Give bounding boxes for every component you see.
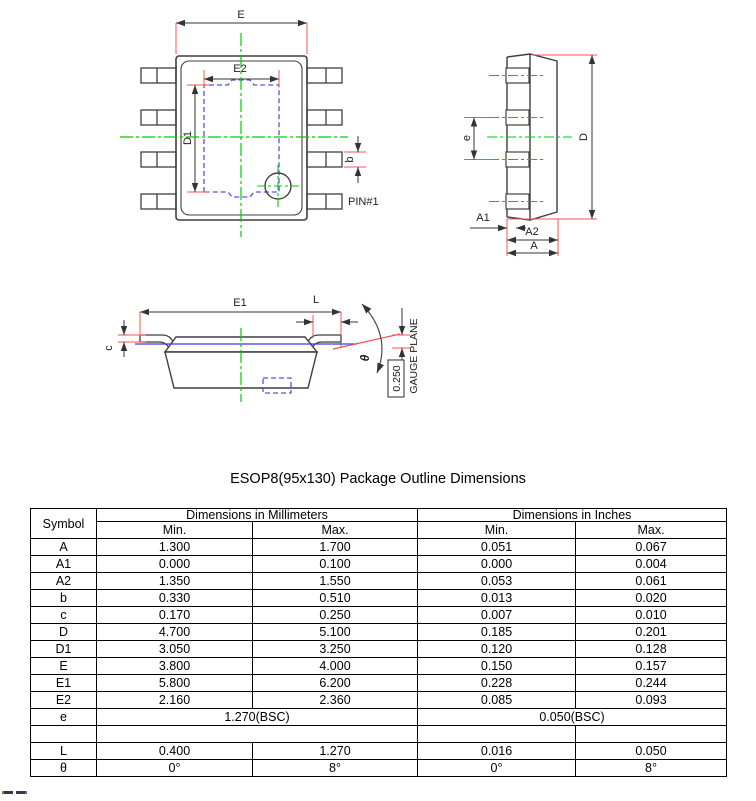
dim-cell: 8°: [576, 760, 727, 777]
dimensions-table: [30, 508, 727, 777]
leads-left: [141, 68, 176, 209]
dim-cell: 0.000: [418, 556, 576, 573]
dim-cell: 0°: [97, 760, 253, 777]
dim-label-e: e: [461, 134, 473, 142]
dim-cell: 1.550: [253, 573, 418, 590]
dim-cell: 2.160: [97, 692, 253, 709]
symbol-cell: D: [31, 624, 97, 641]
dim-cell: 0.330: [97, 590, 253, 607]
table-row: [31, 607, 727, 624]
dim-cell: 0.016: [418, 743, 576, 760]
edge-dash: [16, 791, 27, 794]
dim-cell: 0.157: [576, 658, 727, 675]
dim-cell: 0.020: [576, 590, 727, 607]
dim-cell: 0.061: [576, 573, 727, 590]
table-row: [31, 539, 727, 556]
symbol-cell: L: [31, 743, 97, 760]
dim-cell: [418, 726, 576, 743]
table-row: [31, 743, 727, 760]
dim-cell: 0.000: [97, 556, 253, 573]
col-header-in-min: Min.: [418, 522, 576, 539]
dim-cell: 0.050: [576, 743, 727, 760]
table-row: [31, 760, 727, 777]
dim-cell: 0.013: [418, 590, 576, 607]
dim-cell: 1.350: [97, 573, 253, 590]
dim-cell: 0.250: [253, 607, 418, 624]
symbol-cell: θ: [31, 760, 97, 777]
side-view: [461, 54, 597, 256]
dim-cell: 0.007: [418, 607, 576, 624]
table-row: [31, 641, 727, 658]
dim-label-D: D: [578, 133, 590, 141]
dim-cell: 1.300: [97, 539, 253, 556]
dim-label-E1: E1: [233, 297, 247, 309]
dim-label-L: L: [312, 294, 320, 306]
dim-cell: 0.120: [418, 641, 576, 658]
pin1-label: PIN#1: [348, 196, 379, 208]
table-row: [31, 658, 727, 675]
col-header-inches: Dimensions in Inches: [418, 509, 727, 522]
dim-cell: 0.128: [576, 641, 727, 658]
dim-cell: 0.051: [418, 539, 576, 556]
symbol-cell: A2: [31, 573, 97, 590]
dim-cell: 0.510: [253, 590, 418, 607]
dim-cell: 0.400: [97, 743, 253, 760]
edge-dash: [2, 791, 13, 794]
dim-cell: 0.228: [418, 675, 576, 692]
front-view: [103, 294, 420, 402]
dim-cell: 8°: [253, 760, 418, 777]
dim-cell: 0.067: [576, 539, 727, 556]
symbol-cell: E1: [31, 675, 97, 692]
table-row: [31, 675, 727, 692]
table-row: [31, 624, 727, 641]
dim-cell-mm-bsc: 1.270(BSC): [97, 709, 418, 726]
dim-label-A1: A1: [476, 212, 490, 224]
dim-cell-in-bsc: 0.050(BSC): [418, 709, 727, 726]
symbol-cell: E: [31, 658, 97, 675]
dim-cell: 5.800: [97, 675, 253, 692]
page-title: ESOP8(95x130) Package Outline Dimensions: [230, 471, 526, 487]
dim-cell: 0°: [418, 760, 576, 777]
symbol-cell: D1: [31, 641, 97, 658]
side-view-leads: [506, 68, 529, 209]
col-header-mm-max: Max.: [253, 522, 418, 539]
symbol-cell: e: [31, 709, 97, 726]
col-header-symbol: Symbol: [31, 509, 97, 539]
symbol-cell: E2: [31, 692, 97, 709]
dim-cell: [97, 726, 418, 743]
symbol-cell: c: [31, 607, 97, 624]
dim-cell: 5.100: [253, 624, 418, 641]
dim-label-c: c: [103, 345, 115, 351]
dim-cell: 3.800: [97, 658, 253, 675]
symbol-cell: [31, 726, 97, 743]
table-row-spacer: [31, 726, 727, 743]
symbol-cell: b: [31, 590, 97, 607]
dim-label-E2: E2: [233, 63, 247, 75]
dim-cell: 4.000: [253, 658, 418, 675]
table-row-e-bsc: [31, 709, 727, 726]
dim-label-D1: D1: [182, 130, 194, 146]
dim-cell: 6.200: [253, 675, 418, 692]
dim-label-theta: θ: [358, 354, 372, 362]
symbol-cell: A1: [31, 556, 97, 573]
dim-cell: 0.053: [418, 573, 576, 590]
dim-cell: 0.093: [576, 692, 727, 709]
gauge-plane-label: GAUGE PLANE: [408, 318, 420, 394]
dim-cell: 4.700: [97, 624, 253, 641]
table-row: [31, 573, 727, 590]
dim-cell: 0.185: [418, 624, 576, 641]
col-header-mm: Dimensions in Millimeters: [97, 509, 418, 522]
symbol-cell: A: [31, 539, 97, 556]
top-view: [120, 9, 379, 237]
gauge-offset-value: 0.250: [391, 365, 403, 392]
table-row: [31, 692, 727, 709]
dim-label-A: A: [530, 240, 538, 252]
dim-cell: 3.250: [253, 641, 418, 658]
dim-label-A2: A2: [525, 226, 539, 238]
col-header-mm-min: Min.: [97, 522, 253, 539]
dim-cell: 0.010: [576, 607, 727, 624]
col-header-in-max: Max.: [576, 522, 727, 539]
dim-cell: 1.700: [253, 539, 418, 556]
dim-cell: 3.050: [97, 641, 253, 658]
dim-cell: 0.150: [418, 658, 576, 675]
dim-cell: 0.085: [418, 692, 576, 709]
dim-cell: [576, 726, 727, 743]
dim-cell: 1.270: [253, 743, 418, 760]
dim-label-E: E: [237, 9, 245, 21]
dim-cell: 0.100: [253, 556, 418, 573]
table-row: [31, 590, 727, 607]
dim-cell: 0.201: [576, 624, 727, 641]
leads-right: [307, 68, 342, 209]
dim-label-b: b: [344, 156, 356, 163]
dim-cell: 2.360: [253, 692, 418, 709]
dim-cell: 0.004: [576, 556, 727, 573]
page-edge-marks: [2, 791, 32, 796]
dim-cell: 0.170: [97, 607, 253, 624]
dim-cell: 0.244: [576, 675, 727, 692]
table-row: [31, 556, 727, 573]
